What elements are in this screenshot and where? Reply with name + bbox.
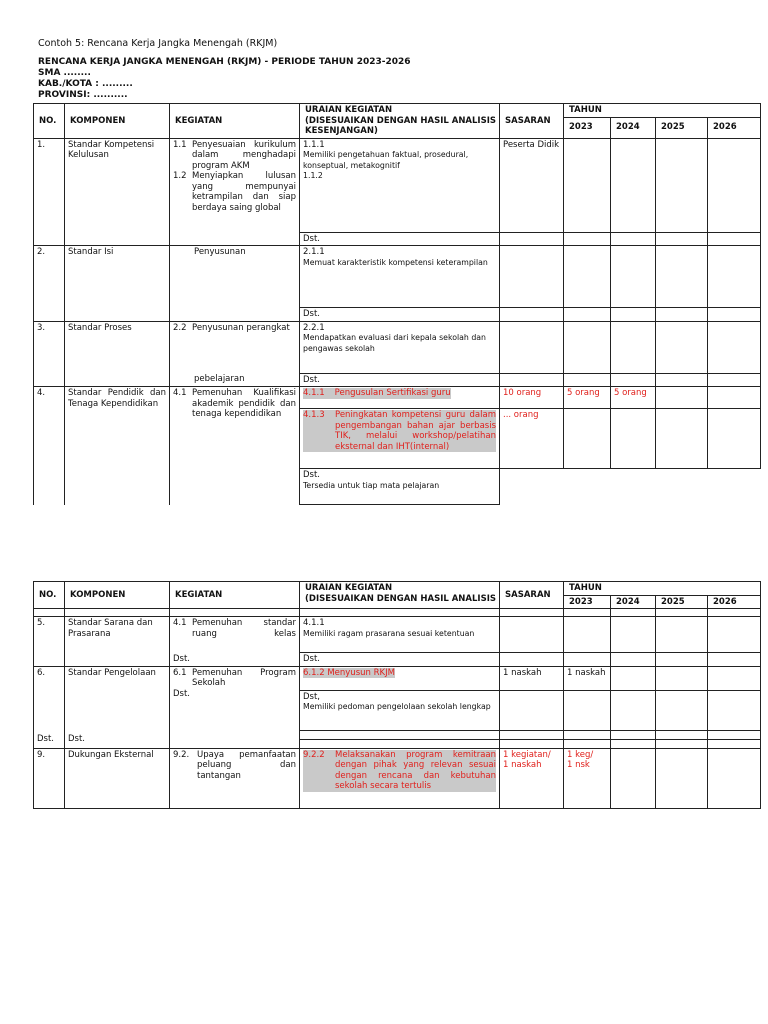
row-2023-value — [564, 748, 611, 808]
sasaran-line: 1 naskah — [503, 760, 542, 770]
row-kegiatan — [170, 138, 300, 232]
row-komponen: Standar Kompetensi Kelulusan — [65, 138, 170, 232]
row-number: 6. — [34, 666, 65, 690]
col-2025: 2025 — [656, 595, 708, 609]
row-number: 5. — [34, 617, 65, 653]
row-uraian — [300, 246, 500, 308]
kegiatan-continued: pebelajaran — [170, 373, 300, 387]
year-value-line: 1 nsk — [567, 760, 590, 770]
table-row — [34, 730, 761, 739]
col-2023: 2023 — [564, 117, 611, 138]
col-no: NO. — [34, 104, 65, 139]
table-row — [34, 232, 761, 246]
uraian-text: Memiliki pengetahuan faktual, prosedural, konseptual, metakognitif — [303, 150, 469, 170]
rkjm-table-2 — [33, 581, 761, 809]
kegiatan-text: Penyesuaian kurikulum dalam menghadapi program AKM — [192, 139, 296, 171]
row-sasaran: ... orang — [500, 409, 564, 469]
row-komponen: Dukungan Eksternal — [65, 748, 170, 808]
uraian-text: Melaksanakan program kemitraan dengan pihak yang relevan sesuai dengan rencana dan kebutuhan sekolah secara tertulis — [335, 749, 496, 791]
table-row — [34, 666, 761, 690]
row-komponen: Standar Proses — [65, 321, 170, 373]
header-school: SMA ........ — [38, 68, 91, 78]
header-regency: KAB./KOTA : ......... — [38, 79, 133, 89]
col-tahun: TAHUN — [564, 104, 761, 118]
row-number: Dst. — [34, 730, 65, 748]
row-kegiatan — [170, 617, 300, 653]
uraian-text: Mendapatkan evaluasi dari kepala sekolah dan pengawas sekolah — [303, 333, 486, 353]
kegiatan-number: 1.2 — [173, 171, 187, 181]
col-kegiatan: KEGIATAN — [170, 104, 300, 139]
table-row — [34, 308, 761, 322]
row-kegiatan — [170, 666, 300, 730]
row-komponen — [65, 387, 170, 505]
sasaran-line: 1 kegiatan/ — [503, 749, 551, 760]
col-uraian — [300, 582, 500, 609]
table-row — [34, 387, 761, 409]
uraian-dst: Dst. — [300, 373, 500, 387]
col-sasaran: SASARAN — [500, 582, 564, 609]
kegiatan-number: 6.1 — [173, 667, 187, 678]
uraian-number: 1.1.2 — [303, 171, 323, 180]
uraian-number: 2.1.1 — [303, 247, 325, 257]
col-komponen: KOMPONEN — [65, 582, 170, 609]
row-uraian — [300, 469, 500, 505]
uraian-number: 4.1.1 — [303, 618, 325, 628]
uraian-dst: Dst. — [300, 308, 500, 322]
row-komponen: Standar Pengelolaan — [65, 666, 170, 690]
uraian-dst: Dst. — [300, 653, 500, 667]
komponen-line: Tenaga Kependidikan — [68, 398, 159, 409]
row-komponen: Standar Isi — [65, 246, 170, 308]
table-row — [34, 321, 761, 373]
header-province: PROVINSI: .......... — [38, 90, 128, 100]
col-komponen: KOMPONEN — [65, 104, 170, 139]
uraian-text: Memiliki pedoman pengelolaan sekolah lengkap — [303, 702, 491, 711]
year-value-line: 1 keg/ — [567, 749, 594, 760]
uraian-number: 9.2.2 — [303, 750, 335, 792]
col-2026: 2026 — [708, 595, 761, 609]
uraian-red-item — [300, 409, 500, 469]
row-uraian — [300, 690, 500, 730]
row-2023-value: 1 naskah — [564, 666, 611, 690]
col-uraian-line1: URAIAN KEGIATAN — [305, 583, 393, 593]
uraian-text: Memiliki ragam prasarana sesuai ketentuan — [303, 628, 475, 638]
row-kegiatan — [170, 321, 300, 373]
uraian-dst: Dst. — [300, 232, 500, 246]
row-sasaran: Peserta Didik — [500, 138, 564, 232]
col-2025: 2025 — [656, 117, 708, 138]
table-row — [34, 246, 761, 308]
kegiatan-number: 9.2. — [173, 749, 190, 760]
row-komponen: Dst. — [65, 730, 170, 748]
kegiatan-number: 4.1 — [173, 388, 187, 398]
row-number: 1. — [34, 138, 65, 232]
rkjm-table-1 — [33, 103, 761, 505]
spacer-row — [34, 609, 761, 617]
kegiatan-number: 2.2 — [173, 322, 187, 333]
komponen-line: Standar Pendidik dan — [68, 388, 166, 398]
table-row — [34, 748, 761, 808]
kegiatan-dst: Dst. — [170, 653, 300, 667]
col-2023: 2023 — [564, 595, 611, 609]
col-sasaran: SASARAN — [500, 104, 564, 139]
col-uraian — [300, 104, 500, 139]
col-no: NO. — [34, 582, 65, 609]
col-2024: 2024 — [611, 117, 656, 138]
uraian-text: 6.1.2 Menyusun RKJM — [303, 667, 395, 678]
uraian-dst: Dst, — [303, 691, 321, 702]
row-number: 9. — [34, 748, 65, 808]
row-sasaran: 10 orang — [500, 387, 564, 409]
row-uraian — [300, 138, 500, 232]
row-sasaran: 1 naskah — [500, 666, 564, 690]
uraian-number: 4.1.3 — [303, 410, 335, 452]
table-row — [34, 690, 761, 730]
row-kegiatan: Penyusunan — [170, 246, 300, 308]
uraian-red-item — [300, 666, 500, 690]
uraian-text: Peningkatan kompetensi guru dalam pengembangan bahan ajar berbasis TIK, melalui workshop/pelatihan eksternal dan IHT(internal) — [335, 410, 496, 452]
table-row — [34, 138, 761, 232]
col-tahun: TAHUN — [564, 582, 761, 596]
table-row — [34, 653, 761, 667]
kegiatan-dst: Dst. — [173, 688, 191, 699]
col-uraian-line2: (DISESUAIKAN DENGAN HASIL ANALISIS — [305, 593, 496, 604]
col-kegiatan: KEGIATAN — [170, 582, 300, 609]
row-kegiatan — [170, 748, 300, 808]
uraian-red-item — [300, 387, 500, 409]
row-uraian — [300, 321, 500, 373]
row-number: 4. — [34, 387, 65, 409]
page-caption: Contoh 5: Rencana Kerja Jangka Menengah (RKJM) — [38, 38, 278, 49]
col-uraian-line1: URAIAN KEGIATAN — [305, 105, 393, 115]
row-komponen: Standar Sarana dan Prasarana — [65, 617, 170, 653]
uraian-text: Pengusulan Sertifikasi guru — [334, 388, 451, 398]
row-uraian — [300, 617, 500, 653]
col-2026: 2026 — [708, 117, 761, 138]
uraian-text: Memuat karakteristik kompetensi keterampilan — [303, 257, 488, 267]
row-2024-value: 5 orang — [611, 387, 656, 409]
kegiatan-text: Pemenuhan Kualifikasi akademik pendidik dan tenaga kependidikan — [192, 388, 296, 419]
kegiatan-text: Penyusunan perangkat — [192, 322, 290, 333]
kegiatan-number: 4.1 — [173, 618, 187, 628]
uraian-number: 4.1.1 — [303, 388, 335, 399]
kegiatan-text: Menyiapkan lulusan yang mempunyai ketrampilan dan siap berdaya saing global — [192, 171, 296, 213]
kegiatan-text: Upaya pemanfaatan peluang dan tantangan — [197, 749, 296, 781]
col-uraian-line2: (DISESUAIKAN DENGAN HASIL ANALISIS KESENJANGAN) — [305, 115, 496, 136]
uraian-number: 2.2.1 — [303, 322, 325, 333]
table-row — [34, 373, 761, 387]
row-kegiatan — [170, 387, 300, 505]
kegiatan-number: 1.1 — [173, 139, 187, 150]
kegiatan-text: Pemenuhan Program Sekolah — [192, 667, 296, 688]
uraian-red-item — [300, 748, 500, 808]
header-title: RENCANA KERJA JANGKA MENENGAH (RKJM) - PERIODE TAHUN 2023-2026 — [38, 57, 411, 67]
col-2024: 2024 — [611, 595, 656, 609]
uraian-text: Tersedia untuk tiap mata pelajaran — [303, 480, 440, 490]
kegiatan-text: Pemenuhan standar ruang kelas — [192, 618, 296, 639]
uraian-dst: Dst. — [303, 470, 321, 480]
uraian-number: 1.1.1 — [303, 139, 325, 150]
row-sasaran — [500, 748, 564, 808]
row-number: 3. — [34, 321, 65, 373]
row-number: 2. — [34, 246, 65, 308]
row-2023-value: 5 orang — [564, 387, 611, 409]
document-header — [38, 57, 411, 101]
table-row — [34, 617, 761, 653]
